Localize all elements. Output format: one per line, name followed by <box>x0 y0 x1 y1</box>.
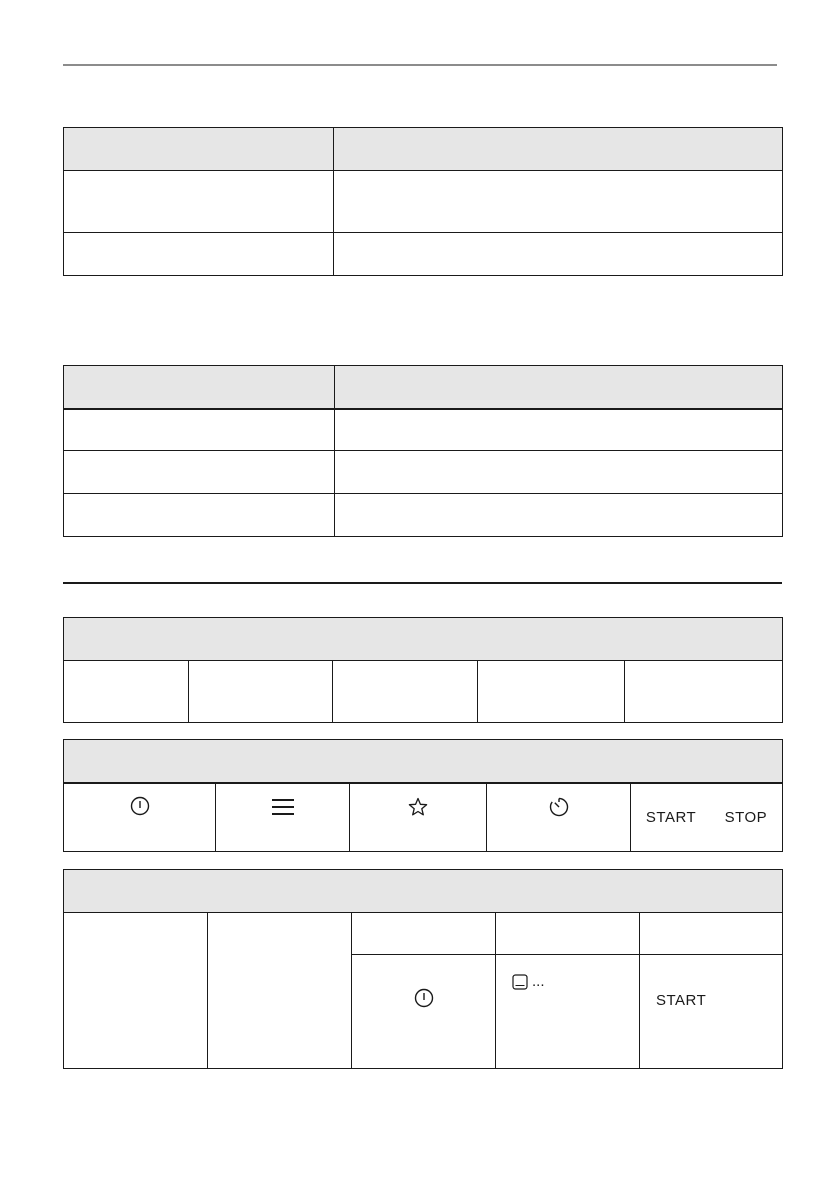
table-a-cell <box>64 233 334 276</box>
table-b-header-cell-1 <box>64 366 335 409</box>
oven-icon <box>512 974 528 990</box>
timer-cell <box>487 783 631 852</box>
table-c <box>63 617 783 723</box>
star-icon <box>408 797 428 817</box>
table-a-cell <box>64 171 334 233</box>
table-c-cell <box>189 661 333 723</box>
section-rule <box>63 582 782 584</box>
step-oven-cell <box>496 955 640 1069</box>
power-icon <box>130 796 150 816</box>
table-b-header <box>64 366 783 409</box>
table-row <box>64 783 783 852</box>
table-e-cell <box>64 913 208 1069</box>
table-row <box>64 409 783 451</box>
table-row <box>64 451 783 494</box>
table-b-cell <box>335 451 783 494</box>
timer-icon <box>548 796 570 818</box>
step-start-cell <box>640 955 783 1069</box>
table-d-header <box>64 740 783 783</box>
table-e-step-cell <box>640 913 783 955</box>
table-c-header <box>64 618 783 661</box>
start-label: START <box>656 992 707 1009</box>
table-d-header-cell <box>64 740 783 783</box>
table-c-cell <box>64 661 189 723</box>
table-b-cell <box>64 494 335 537</box>
table-e-header <box>64 870 783 913</box>
power-icon <box>414 988 434 1008</box>
table-a-cell <box>334 171 783 233</box>
table-a-header-cell-2 <box>334 128 783 171</box>
table-row <box>64 494 783 537</box>
table-row <box>64 661 783 723</box>
menu-cell <box>216 783 350 852</box>
table-b-cell <box>64 451 335 494</box>
table-c-cell <box>478 661 625 723</box>
table-e-cell <box>208 913 352 1069</box>
table-b-header-cell-2 <box>335 366 783 409</box>
table-e-step-cell <box>496 913 640 955</box>
start-label: START <box>645 808 697 826</box>
top-rule <box>63 64 777 66</box>
table-e-step-cell <box>352 913 496 955</box>
table-row <box>64 171 783 233</box>
table-b-cell <box>335 409 783 451</box>
step-power-cell <box>352 955 496 1069</box>
oven-suffix: ... <box>532 973 545 990</box>
table-a <box>63 127 783 276</box>
table-a-header <box>64 128 783 171</box>
table-row <box>64 233 783 276</box>
favourite-cell <box>350 783 487 852</box>
table-c-header-cell <box>64 618 783 661</box>
table-c-cell <box>333 661 478 723</box>
table-e <box>63 869 783 1069</box>
table-e-header-cell <box>64 870 783 913</box>
table-b <box>63 365 783 537</box>
stop-label: STOP <box>724 808 768 826</box>
power-cell <box>64 783 216 852</box>
start-stop-cell <box>631 783 783 852</box>
table-row <box>64 913 783 955</box>
table-d <box>63 739 783 852</box>
table-b-cell <box>335 494 783 537</box>
table-b-cell <box>64 409 335 451</box>
table-a-cell <box>334 233 783 276</box>
table-c-cell <box>625 661 783 723</box>
table-a-header-cell-1 <box>64 128 334 171</box>
menu-icon <box>271 798 295 816</box>
